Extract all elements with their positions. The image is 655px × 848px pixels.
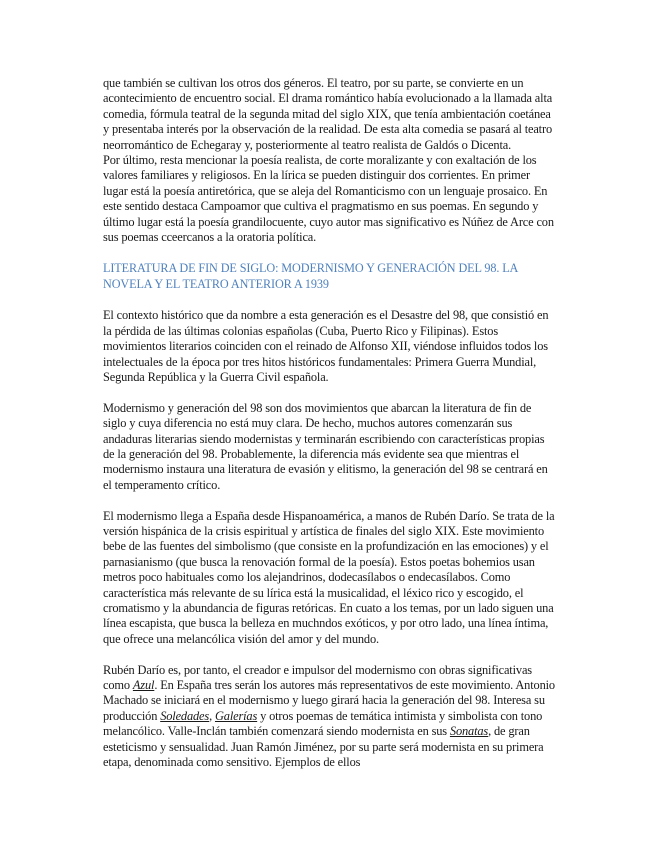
- section-heading: LITERATURA DE FIN DE SIGLO: MODERNISMO Y GENERACIÓN DEL 98. LA NOVELA Y EL TEATRO ANTERIOR A 1939: [103, 261, 518, 291]
- authors-text-4: y otros poemas de temática intimista y simbolista con tono melancólico. Valle-Inclán también comenzará siendo modernista en sus: [103, 708, 543, 739]
- paragraph-historical-context: El contexto histórico que da nombre a esta generación es el Desastre del 98, que consistió en la pérdida de las últimas colonias españolas (Cuba, Puerto Rico y Filipinas). Estos movimientos literarios coinciden con el reinado de Alfonso XII, viéndose influidos todos los intelectuales de la época por tres hitos históricos fundamentales: Primera Guerra Mundial, Segunda República y la Guerra Civil española.: [103, 308, 549, 384]
- paragraph-theatre: que también se cultivan los otros dos géneros. El teatro, por su parte, se convierte en un acontecimiento de encuentro social. El drama romántico había evolucionado a la llamada alta comedia, fórmula teatral de la segunda mitad del siglo XIX, que tenía ambientación coetánea y presentaba interés por la observación de la realidad. De esta alta comedia se pasará al teatro neorromántico de Echegaray y, posteriormente al teatro realista de Galdós o Dicenta.: [103, 76, 553, 152]
- paragraph-modernism-98: Modernismo y generación del 98 son dos movimientos que abarcan la literatura de fin de siglo y cuya diferencia no está muy clara. De hecho, muchos autores comenzarán sus andaduras literarias siendo modernistas y terminarán escribiendo con características propias de la generación del 98. Probablemente, la diferencia más evidente sea que mientras el modernismo instaura una literatura de evasión y elitismo, la generación del 98 se centrará en el temperamento crítico.: [103, 400, 548, 492]
- link-sonatas[interactable]: Sonatas: [449, 724, 489, 739]
- authors-text-1: Rubén Darío es, por tanto, el creador e impulsor del modernismo con obras significativas como: [103, 662, 532, 692]
- link-galerias[interactable]: Galerías: [214, 708, 258, 723]
- link-azul[interactable]: Azul: [132, 677, 155, 692]
- authors-text-5: , de gran esteticismo y sensualidad. Juan Ramón Jiménez, por su parte será modernista en su primera etapa, denominada como sensitivo. Ejemplos de ellos: [103, 724, 544, 770]
- paragraph-authors: [103, 663, 555, 771]
- link-soledades[interactable]: Soledades: [160, 708, 210, 723]
- document-body: [103, 76, 555, 770]
- paragraph-modernism-origin: El modernismo llega a España desde Hispanoamérica, a manos de Rubén Darío. Se trata de la versión hispánica de la crisis espiritual y artística de finales del siglo XIX. Este movimiento bebe de las fuentes del simbolismo (que consiste en la profundización en las emociones) y el parnasianismo (que busca la renovación formal de la poesía). Estos poetas bohemios usan metros poco habituales como los alejandrinos, dodecasílabos o endecasílabos. Como característica más relevante de su lírica está la musicalidad, el léxico rico y escogido, el cromatismo y la abundancia de figuras retóricas. En cuato a los temas, por un lado siguen una línea escapista, que busca la belleza en muchndos exóticos, y por otro lado, una línea íntima, que ofrece una melancólica visión del amor y del mundo.: [103, 508, 555, 646]
- authors-text-3: ,: [209, 708, 215, 723]
- authors-text-2: . En España tres serán los autores más representativos de este movimiento. Antonio Machado se iniciará en el modernismo y luego girará hacia la generación del 98. Interesa su producción: [103, 677, 555, 723]
- paragraph-realist-poetry: Por último, resta mencionar la poesía realista, de corte moralizante y con exaltación de los valores familiares y religiosos. En la lírica se pueden distinguir dos corrientes. En primer lugar está la poesía antiretórica, que se aleja del Romanticismo con un lenguaje prosaico. En este sentido destaca Campoamor que cultiva el pragmatismo en sus poemas. En segundo y último lugar está la poesía grandilocuente, cuyo autor mas significativo es Núñez de Arce con sus poemas cceercanos a la oratoria política.: [103, 153, 554, 245]
